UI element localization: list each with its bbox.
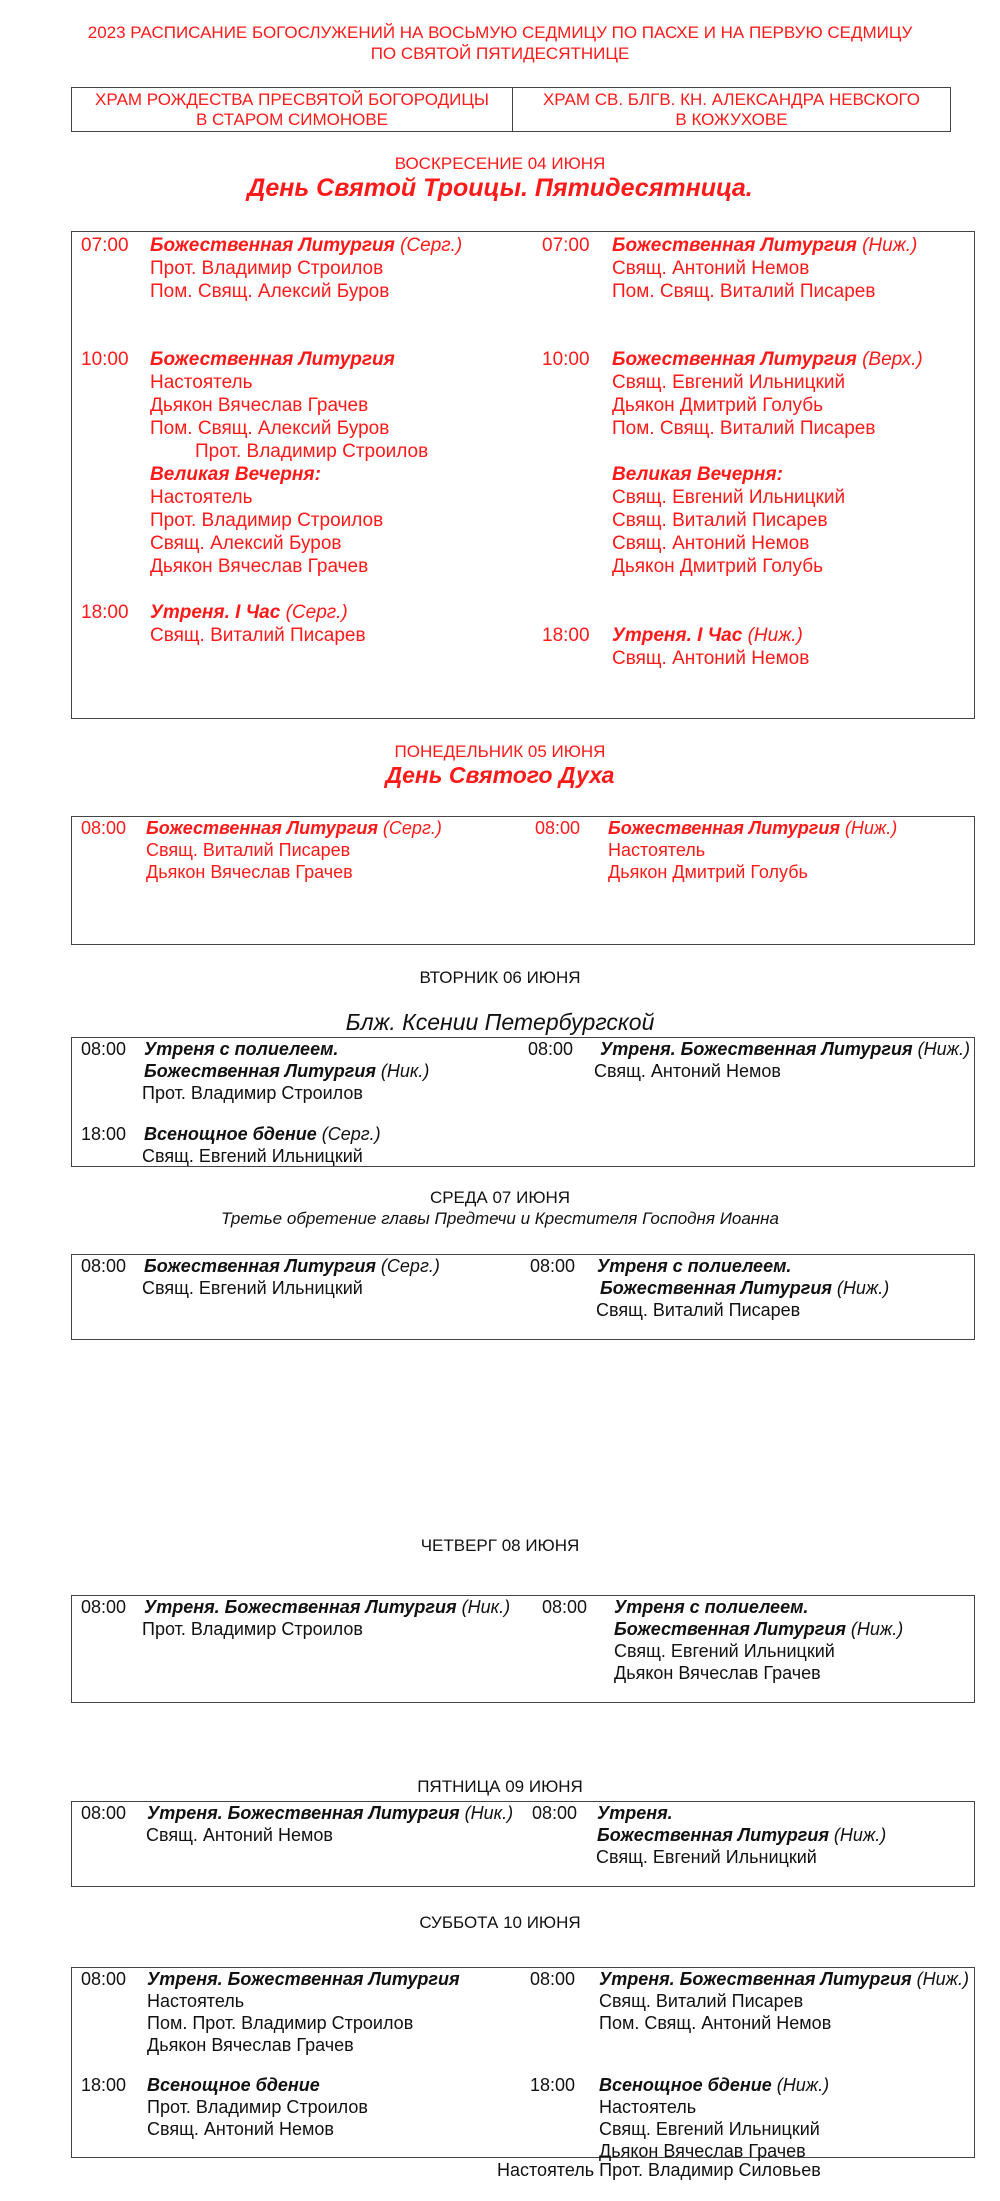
service-mon-l1: [146, 817, 442, 840]
person-thu-r-p2: Дьякон Вячеслав Грачев: [614, 1663, 821, 1683]
person-sun-r-p2: Пом. Свящ. Виталий Писарев: [612, 281, 876, 302]
time-tue-l2: 18:00: [81, 1124, 127, 1144]
day-date-wed: СРЕДА 07 ИЮНЯ: [429, 1188, 571, 1207]
person-tue-l-p2: Свящ. Евгений Ильницкий: [142, 1146, 363, 1166]
time-mon-r1: 08:00: [535, 818, 581, 838]
service-name: Утреня. I Час: [612, 625, 743, 646]
service-sun-r1: [612, 234, 917, 257]
service-sun-l1: [150, 234, 462, 257]
person-mon-r-p2: Дьякон Дмитрий Голубь: [608, 862, 808, 882]
service-note: (Серг.): [316, 1124, 381, 1144]
service-wed-l1: [144, 1255, 440, 1278]
service-note: (Ник.): [375, 1061, 430, 1081]
person-sun-r-p10: Свящ. Антоний Немов: [612, 648, 810, 669]
time-wed-l1: 08:00: [81, 1256, 127, 1276]
person-sun-l-p7: Настоятель: [150, 487, 253, 508]
service-note: (Ниж.): [845, 1619, 904, 1639]
day-feast-mon: День Святого Духа: [385, 762, 615, 788]
person-sat-r-p4: Свящ. Евгений Ильницкий: [599, 2119, 820, 2139]
person-sun-l-p3: Настоятель: [150, 372, 253, 393]
day-date-mon: ПОНЕДЕЛЬНИК 05 ИЮНЯ: [394, 742, 606, 761]
person-sun-l-p11: Свящ. Виталий Писарев: [150, 625, 366, 646]
day-feast-sun: День Святой Троицы. Пятидесятница.: [247, 174, 753, 202]
person-sat-l-p5: Свящ. Антоний Немов: [147, 2119, 334, 2139]
person-tue-r-p1: Свящ. Антоний Немов: [594, 1061, 781, 1081]
person-sun-r-p4: Дьякон Дмитрий Голубь: [612, 395, 823, 416]
service-sun-r3: Великая Вечерня:: [612, 464, 783, 485]
person-fri-l-p1: Свящ. Антоний Немов: [146, 1825, 333, 1845]
service-note: (Серг.): [394, 235, 463, 256]
church-right-header: [513, 90, 950, 130]
person-sun-r-p7: Свящ. Виталий Писарев: [612, 510, 828, 531]
service-fri-r1: Утреня.: [597, 1803, 673, 1823]
service-thu-r1b: [614, 1618, 903, 1641]
person-sun-l-p2: Пом. Свящ. Алексий Буров: [150, 281, 390, 302]
day-date-fri: ПЯТНИЦА 09 ИЮНЯ: [417, 1777, 583, 1796]
footer-signature: Настоятель Прот. Владимир Силовьев: [497, 2160, 821, 2180]
service-note: (Серг.): [377, 818, 442, 838]
service-name: Утреня. I Час: [150, 602, 281, 623]
service-tue-l1b: [144, 1060, 429, 1083]
service-sun-l4: [150, 601, 348, 624]
church-right-line1: ХРАМ СВ. БЛГВ. КН. АЛЕКСАНДРА НЕВСКОГО: [542, 90, 921, 109]
service-mon-r1: [608, 817, 897, 840]
day-date-sat: СУББОТА 10 ИЮНЯ: [419, 1913, 581, 1932]
service-note: (Ниж.): [771, 2075, 830, 2095]
service-fri-l1: [147, 1802, 513, 1825]
day-box-sat: [71, 1967, 975, 2161]
service-note: (Верх.): [856, 349, 923, 370]
service-name: Божественная Литургия: [600, 1278, 832, 1298]
service-note: (Ник.): [459, 1803, 514, 1823]
time-sat-l2: 18:00: [81, 2075, 127, 2095]
service-sat-r1: [599, 1968, 969, 1991]
service-note: (Ниж.): [831, 1278, 890, 1298]
time-thu-r1: 08:00: [542, 1597, 588, 1617]
time-mon-l1: 08:00: [81, 818, 127, 838]
time-wed-r1: 08:00: [530, 1256, 576, 1276]
person-sun-r-p3: Свящ. Евгений Ильницкий: [612, 372, 846, 393]
service-fri-r1b: [597, 1824, 886, 1847]
time-sat-r2: 18:00: [530, 2075, 576, 2095]
person-thu-r-p1: Свящ. Евгений Ильницкий: [614, 1641, 835, 1661]
service-note: (Серг.): [375, 1256, 440, 1276]
person-sun-l-p6: Прот. Владимир Строилов: [195, 441, 429, 462]
service-name: Божественная Литургия: [146, 818, 378, 838]
person-sun-l-p10: Дьякон Вячеслав Грачев: [150, 556, 369, 577]
service-name: Утреня. Божественная Литургия: [600, 1039, 913, 1059]
service-sat-l1: Утреня. Божественная Литургия: [147, 1969, 460, 1989]
person-sun-l-p4: Дьякон Вячеслав Грачев: [150, 395, 369, 416]
time-sun-r1: 07:00: [542, 235, 590, 256]
title-line-2: ПО СВЯТОЙ ПЯТИДЕСЯТНИЦЕ: [370, 44, 630, 63]
service-name: Божественная Литургия: [614, 1619, 846, 1639]
person-sat-l-p4: Прот. Владимир Строилов: [147, 2097, 368, 2117]
service-sat-r2: [599, 2074, 829, 2097]
service-name: Утреня. Божественная Литургия: [599, 1969, 912, 1989]
service-sun-r4: [612, 624, 803, 647]
person-sat-r-p3: Настоятель: [599, 2097, 697, 2117]
person-sun-l-p5: Пом. Свящ. Алексий Буров: [150, 418, 390, 439]
service-name: Божественная Литургия: [150, 235, 395, 256]
person-sat-r-p2: Пом. Свящ. Антоний Немов: [599, 2013, 832, 2033]
time-sun-l3: 18:00: [81, 602, 129, 623]
service-tue-l2: [144, 1123, 381, 1146]
person-mon-l-p1: Свящ. Виталий Писарев: [146, 840, 351, 860]
service-note: (Ниж.): [742, 625, 803, 646]
service-note: (Ниж.): [828, 1825, 887, 1845]
person-wed-l-p1: Свящ. Евгений Ильницкий: [142, 1278, 363, 1298]
service-sat-l2: Всенощное бдение: [147, 2075, 320, 2095]
day-box-mon: [71, 816, 975, 945]
time-sun-l2: 10:00: [81, 349, 129, 370]
time-fri-l1: 08:00: [81, 1803, 127, 1823]
service-wed-r1b: [600, 1277, 889, 1300]
time-fri-r1: 08:00: [532, 1803, 578, 1823]
service-note: (Ниж.): [912, 1039, 970, 1059]
day-date-tue: ВТОРНИК 06 ИЮНЯ: [419, 968, 581, 987]
service-name: Божественная Литургия: [608, 818, 840, 838]
service-tue-r1: [600, 1038, 970, 1061]
document-title: [0, 22, 1000, 64]
service-wed-r1: Утреня с полиелеем.: [597, 1256, 792, 1276]
person-mon-r-p1: Настоятель: [608, 840, 706, 860]
time-sun-r2: 10:00: [542, 349, 590, 370]
person-sun-r-p6: Свящ. Евгений Ильницкий: [612, 487, 846, 508]
day-box-tue: [71, 1037, 975, 1167]
person-sat-r-p5: Дьякон Вячеслав Грачев: [599, 2141, 806, 2161]
person-mon-l-p2: Дьякон Вячеслав Грачев: [146, 862, 353, 882]
person-sun-r-p1: Свящ. Антоний Немов: [612, 258, 810, 279]
person-thu-l-p1: Прот. Владимир Строилов: [142, 1619, 363, 1639]
person-sun-l-p8: Прот. Владимир Строилов: [150, 510, 384, 531]
service-name: Божественная Литургия: [612, 235, 857, 256]
person-sun-r-p9: Дьякон Дмитрий Голубь: [612, 556, 823, 577]
title-line-1: 2023 РАСПИСАНИЕ БОГОСЛУЖЕНИЙ НА ВОСЬМУЮ СЕДМИЦУ ПО ПАСХЕ И НА ПЕРВУЮ СЕДМИЦУ: [87, 23, 913, 42]
person-sun-l-p9: Свящ. Алексий Буров: [150, 533, 342, 554]
church-left-line2: В СТАРОМ СИМОНОВЕ: [195, 110, 389, 129]
service-name: Божественная Литургия: [597, 1825, 829, 1845]
service-name: Всенощное бдение: [144, 1124, 317, 1144]
service-name: Утреня. Божественная Литургия: [144, 1597, 457, 1617]
day-box-wed: [71, 1254, 975, 1340]
church-left-header: [72, 90, 512, 130]
day-box-sun: [71, 231, 975, 719]
service-name: Утреня. Божественная Литургия: [147, 1803, 460, 1823]
person-fri-r-p1: Свящ. Евгений Ильницкий: [596, 1847, 817, 1867]
day-date-sun: ВОСКРЕСЕНИЕ 04 ИЮНЯ: [394, 154, 606, 173]
service-sun-r2: [612, 348, 923, 371]
person-sun-l-p1: Прот. Владимир Строилов: [150, 258, 384, 279]
time-sat-r1: 08:00: [530, 1969, 576, 1989]
service-sun-l3: Великая Вечерня:: [150, 464, 321, 485]
person-sat-l-p1: Настоятель: [147, 1991, 245, 2011]
service-note: (Ниж.): [856, 235, 918, 256]
person-sat-r-p1: Свящ. Виталий Писарев: [599, 1991, 804, 2011]
person-sat-l-p3: Дьякон Вячеслав Грачев: [147, 2035, 354, 2055]
service-thu-r1: Утреня с полиелеем.: [614, 1597, 809, 1617]
time-sun-r3: 18:00: [542, 625, 590, 646]
service-tue-l1: Утреня с полиелеем.: [144, 1039, 339, 1059]
day-date-thu: ЧЕТВЕРГ 08 ИЮНЯ: [420, 1536, 580, 1555]
time-sun-l1: 07:00: [81, 235, 129, 256]
time-tue-r1: 08:00: [528, 1039, 574, 1059]
service-note: (Ниж.): [839, 818, 898, 838]
person-sun-r-p5: Пом. Свящ. Виталий Писарев: [612, 418, 876, 439]
person-wed-r-p1: Свящ. Виталий Писарев: [596, 1300, 801, 1320]
day-box-fri: [71, 1801, 975, 1887]
person-sat-l-p2: Пом. Прот. Владимир Строилов: [147, 2013, 414, 2033]
church-left-line1: ХРАМ РОЖДЕСТВА ПРЕСВЯТОЙ БОГОРОДИЦЫ: [95, 90, 489, 109]
service-name: Божественная Литургия: [144, 1061, 376, 1081]
time-tue-l1: 08:00: [81, 1039, 127, 1059]
service-note: (Серг.): [280, 602, 348, 623]
time-sat-l1: 08:00: [81, 1969, 127, 1989]
time-thu-l1: 08:00: [81, 1597, 127, 1617]
church-header-table: [71, 87, 951, 132]
church-right-line2: В КОЖУХОВЕ: [675, 110, 788, 129]
service-name: Божественная Литургия: [612, 349, 857, 370]
person-sun-r-p8: Свящ. Антоний Немов: [612, 533, 810, 554]
service-name: Всенощное бдение: [599, 2075, 772, 2095]
day-box-thu: [71, 1595, 975, 1703]
day-feast-wed: Третье обретение главы Предтечи и Крестителя Господня Иоанна: [221, 1209, 779, 1228]
person-tue-l-p1: Прот. Владимир Строилов: [142, 1083, 363, 1103]
service-note: (Ник.): [456, 1597, 511, 1617]
service-thu-l1: [144, 1596, 510, 1619]
day-feast-tue: Блж. Ксении Петербургской: [345, 1009, 655, 1035]
service-sun-l2: Божественная Литургия: [150, 349, 395, 370]
service-note: (Ниж.): [911, 1969, 969, 1989]
service-name: Божественная Литургия: [144, 1256, 376, 1276]
